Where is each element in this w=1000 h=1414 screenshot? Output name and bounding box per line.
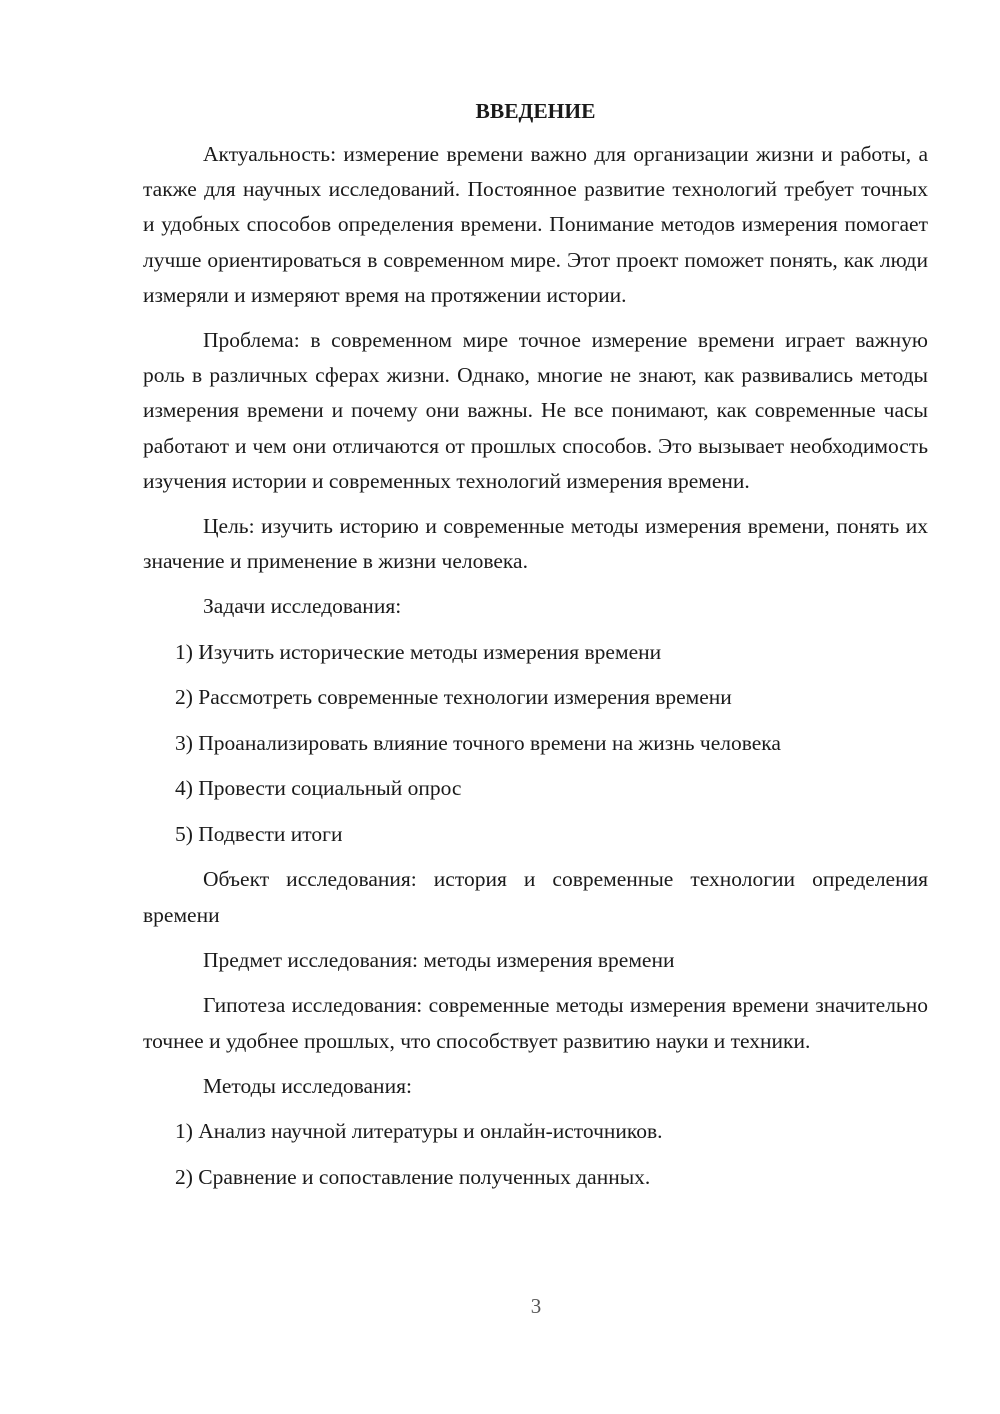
section-title: ВВЕДЕНИЕ — [475, 99, 596, 123]
page-number: 3 — [530, 1294, 542, 1318]
list-item: 1) Анализ научной литературы и онлайн-источников. — [175, 1119, 663, 1144]
methods-heading: Методы исследования: — [203, 1073, 412, 1098]
tasks-heading: Задачи исследования: — [203, 594, 402, 619]
paragraph-goal: Цель: изучить историю и современные методы измерения времени, понять их значение и применение в жизни человека. — [143, 514, 928, 574]
list-item: 2) Сравнение и сопоставление полученных данных. — [175, 1164, 651, 1189]
list-item: 1) Изучить исторические методы измерения времени — [175, 639, 662, 664]
list-item: 3) Проанализировать влияние точного времени на жизнь человека — [175, 730, 781, 755]
list-item: 5) Подвести итоги — [175, 821, 343, 846]
paragraph-subject: Предмет исследования: методы измерения времени — [203, 947, 675, 972]
tasks-list — [143, 635, 928, 852]
list-item: 2) Рассмотреть современные технологии измерения времени — [175, 685, 732, 710]
paragraph-relevance: Актуальность: измерение времени важно для организации жизни и работы, а также для научных исследований. Постоянное развитие технологий требует точных и удобных способов определения времени. Понимание методов измерения помогает лучше ориентироваться в современном мире. Этот проект поможет понять, как люди измеряли и измеряют время на протяжении истории. — [143, 142, 928, 307]
paragraph-problem: Проблема: в современном мире точное измерение времени играет важную роль в различных сферах жизни. Однако, многие не знают, как развивались методы измерения времени и почему они важны. Не все понимают, как современные часы работают и чем они отличаются от прошлых способов. Это вызывает необходимость изучения истории и современных технологий измерения времени. — [143, 328, 928, 493]
paragraph-object: Объект исследования: история и современные технологии определения времени — [143, 867, 928, 927]
list-item: 4) Провести социальный опрос — [175, 776, 462, 801]
methods-list — [143, 1114, 928, 1195]
paragraph-hypothesis: Гипотеза исследования: современные методы измерения времени значительно точнее и удобнее прошлых, что способствует развитию науки и техники. — [143, 993, 928, 1053]
document-page — [143, 94, 928, 1205]
